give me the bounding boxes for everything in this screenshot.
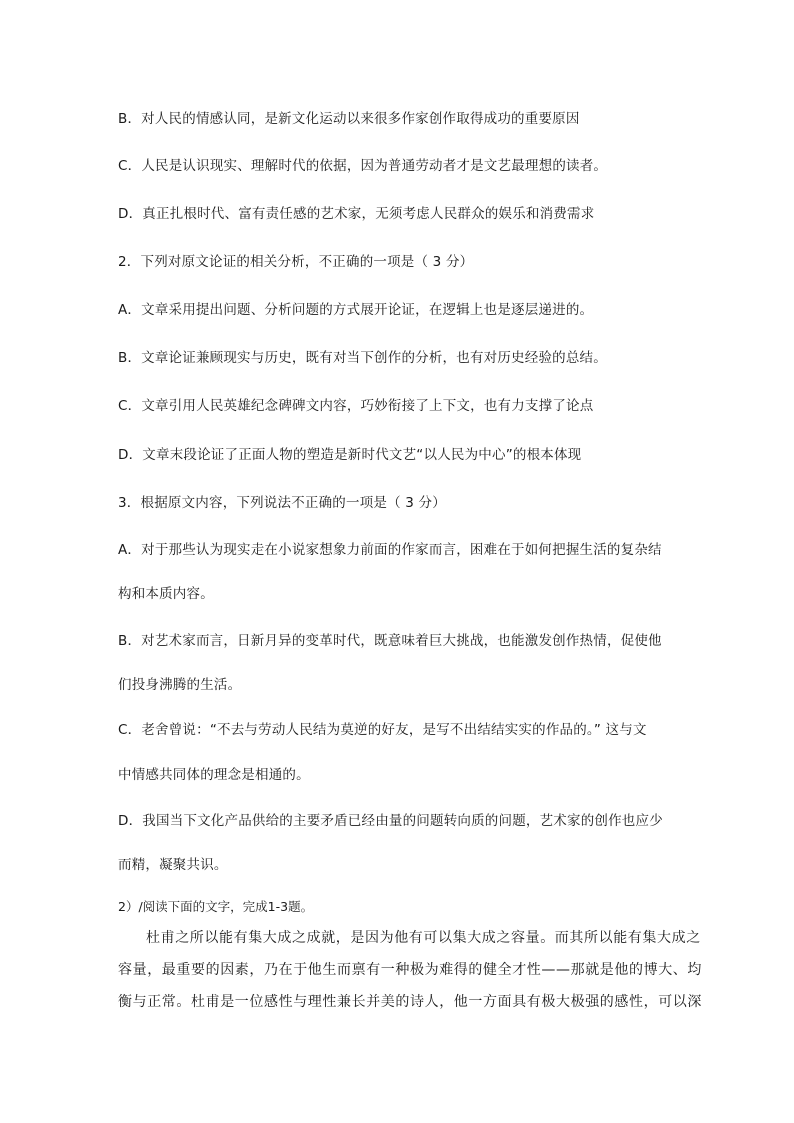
paragraph-line-1: 杜甫之所以能有集大成之成就，是因为他有可以集大成之容量。而其所以能有集大成之: [146, 930, 701, 946]
q3-option-b-line1: B．对艺术家而言，日新月异的变革时代，既意味着巨大挑战，也能激发创作热情，促使他: [118, 633, 662, 649]
paragraph-line-2: 容量，最重要的因素，乃在于他生而禀有一种极为难得的健全才性——那就是他的博大、均: [118, 962, 702, 978]
q1-option-c: C．人民是认识现实、理解时代的依据，因为普通劳动者才是文艺最理想的读者。: [118, 158, 608, 174]
q3-option-d-line1: D．我国当下文化产品供给的主要矛盾已经由量的问题转向质的问题，艺术家的创作也应少: [118, 813, 663, 829]
q3-option-c-line2: 中情感共同体的理念是相通的。: [118, 767, 310, 783]
q3-option-a-line2: 构和本质内容。: [118, 586, 214, 602]
q2-option-b: B．文章论证兼顾现实与历史，既有对当下创作的分析，也有对历史经验的总结。: [118, 350, 607, 366]
q2-option-d: D．文章末段论证了正面人物的塑造是新时代文艺“以人民为中心”的根本体现: [118, 447, 582, 463]
q3-stem: 3．根据原文内容，下列说法不正确的一项是（ 3 分）: [118, 495, 446, 511]
paragraph-line-3: 衡与正常。杜甫是一位感性与理性兼长并美的诗人，他一方面具有极大极强的感性，可以深: [118, 994, 702, 1010]
q3-option-d-line2: 而精，凝聚共识。: [118, 857, 228, 873]
q3-option-c-line1: C．老舍曾说：“不去与劳动人民结为莫逆的好友，是写不出结结实实的作品的。” 这与文: [118, 722, 647, 738]
q1-option-d: D．真正扎根时代、富有责任感的艺术家，无须考虑人民群众的娱乐和消费需求: [118, 206, 595, 222]
q1-option-b: B．对人民的情感认同，是新文化运动以来很多作家创作取得成功的重要原因: [118, 111, 580, 127]
section-heading: 2）/阅读下面的文字，完成1-3题。: [118, 899, 314, 914]
q2-option-a: A．文章采用提出问题、分析问题的方式展开论证，在逻辑上也是逐层递进的。: [118, 302, 594, 318]
q2-stem: 2．下列对原文论证的相关分析，不正确的一项是（ 3 分）: [118, 254, 474, 270]
q3-option-a-line1: A．对于那些认为现实走在小说家想象力前面的作家而言，困难在于如何把握生活的复杂结: [118, 542, 662, 558]
q3-option-b-line2: 们投身沸腾的生活。: [118, 677, 242, 693]
q2-option-c: C．文章引用人民英雄纪念碑碑文内容，巧妙衔接了上下文，也有力支撑了论点: [118, 398, 594, 414]
